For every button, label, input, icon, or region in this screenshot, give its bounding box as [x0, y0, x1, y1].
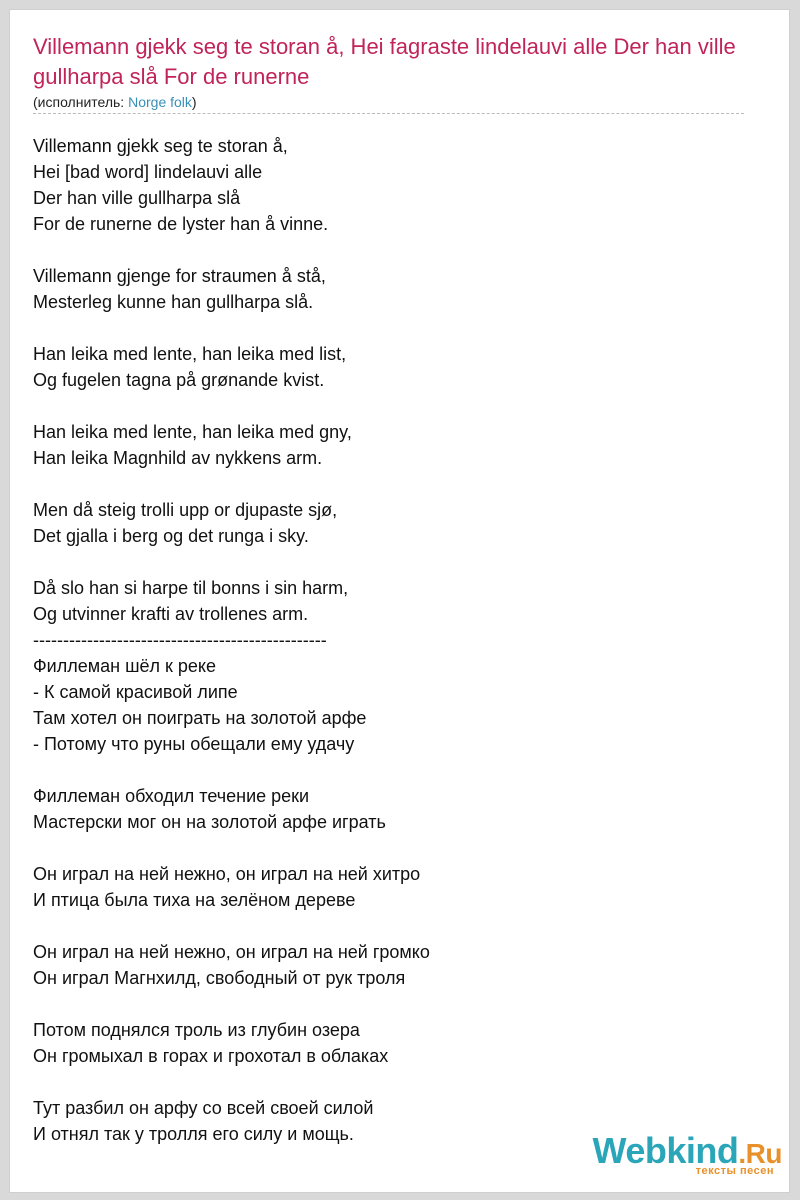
lyric-line: Mesterleg kunne han gullharpa slå. — [33, 292, 314, 312]
lyrics-body — [33, 133, 763, 1147]
lyric-line: Han leika med lente, han leika med gny, — [33, 422, 352, 442]
lyric-line: Он играл на ней нежно, он играл на ней хитро — [33, 864, 421, 884]
byline-suffix: ) — [191, 94, 197, 110]
lyric-line: Он играл на ней нежно, он играл на ней громко — [33, 942, 430, 962]
stanza-gap — [33, 237, 763, 263]
stanza-gap — [33, 913, 763, 939]
stanza-gap — [33, 549, 763, 575]
lyric-line: Der han ville gullharpa slå — [33, 188, 241, 208]
lyric-line: Потом поднялся троль из глубин озера — [33, 1020, 360, 1040]
logo-main: Webkind — [592, 1130, 739, 1171]
lyric-line: Han leika med lente, han leika med list, — [33, 344, 347, 364]
lyric-line: Og fugelen tagna på grønande kvist. — [33, 370, 325, 390]
stanza-gap — [33, 1069, 763, 1095]
lyric-line: Там хотел он поиграть на золотой арфе — [33, 708, 367, 728]
logo-tld: .Ru — [738, 1138, 782, 1169]
artist-link[interactable]: Norge folk — [128, 94, 192, 110]
lyric-line: Тут разбил он арфу со всей своей силой — [33, 1098, 374, 1118]
lyric-line: For de runerne de lyster han å vinne. — [33, 214, 329, 234]
stanza-gap — [33, 393, 763, 419]
stanza-gap — [33, 757, 763, 783]
byline-prefix: (исполнитель: — [33, 94, 129, 110]
lyric-line: - К самой красивой липе — [33, 682, 238, 702]
lyric-line: Филлеман шёл к реке — [33, 656, 217, 676]
lyric-line: И отнял так у тролля его силу и мощь. — [33, 1124, 354, 1144]
lyric-line: Hei [bad word] lindelauvi alle — [33, 162, 263, 182]
song-title: Villemann gjekk seg te storan å, Hei fagraste lindelauvi alle Der han ville gullharpa slå For de runerne — [33, 34, 736, 89]
stanza-gap — [33, 991, 763, 1017]
lyric-line: ------------------------------------------------- — [33, 630, 327, 650]
lyric-line: Он играл Магнхилд, свободный от рук троля — [33, 968, 406, 988]
lyric-line: Då slo han si harpe til bonns i sin harm, — [33, 578, 349, 598]
site-tagline: тексты песен — [695, 1165, 774, 1177]
stanza-gap — [33, 471, 763, 497]
lyric-line: Han leika Magnhild av nykkens arm. — [33, 448, 323, 468]
lyric-line: Мастерски мог он на золотой арфе играть — [33, 812, 386, 832]
lyric-line: Og utvinner krafti av trollenes arm. — [33, 604, 309, 624]
stanza-gap — [33, 835, 763, 861]
artist-byline — [33, 93, 744, 114]
lyric-line: И птица была тиха на зелёном дереве — [33, 890, 356, 910]
lyric-line: Villemann gjekk seg te storan å, — [33, 136, 288, 156]
lyric-line: Det gjalla i berg og det runga i sky. — [33, 526, 309, 546]
lyric-line: - Потому что руны обещали ему удачу — [33, 734, 355, 754]
lyric-line: Men då steig trolli upp or djupaste sjø, — [33, 500, 338, 520]
lyric-line: Villemann gjenge for straumen å stå, — [33, 266, 326, 286]
lyric-line: Он громыхал в горах и грохотал в облаках — [33, 1046, 389, 1066]
lyric-line: Филлеман обходил течение реки — [33, 786, 310, 806]
stanza-gap — [33, 315, 763, 341]
